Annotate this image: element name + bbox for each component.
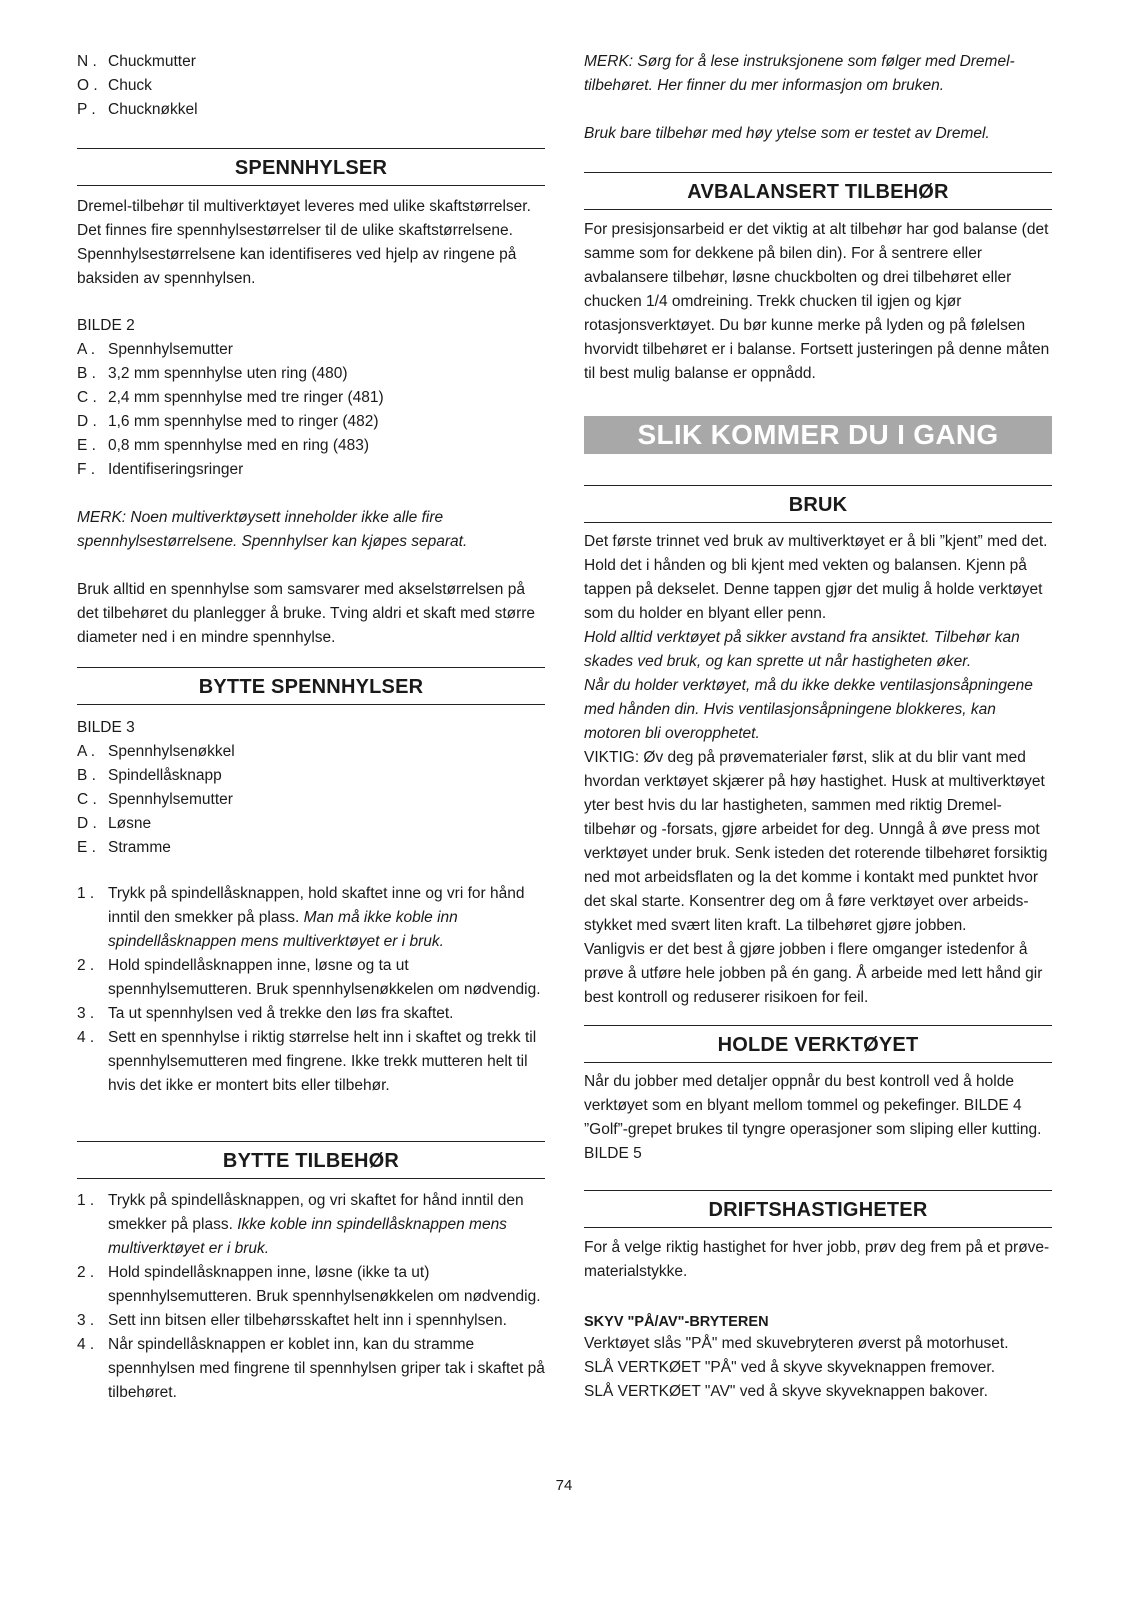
list-item: E . Stramme: [77, 839, 171, 856]
bytte-spennhylser-steps: [77, 882, 545, 1098]
bruk-bare-note: Bruk bare tilbehør med høy ytelse som er testet av Dremel.: [584, 125, 990, 142]
merk-note: MERK: Sørg for å lese instruksjonene som følger med Dremel-tilbehøret. Her finner du mer informasjon om bruken.: [584, 53, 1015, 94]
drift-line-1: Verktøyet slås "PÅ" med skuvebryteren øverst på motorhuset.: [584, 1335, 1009, 1352]
list-item: F . Identifiseringsringer: [77, 461, 244, 478]
step-item: 4 . Sett en spennhylse i riktig størrelse helt inn i skaftet og trekk til spennhylsemutteren med fingrene. Ikke trekk mutteren helt til hvis det ikke er montert bits eller tilbehør.: [77, 1029, 537, 1094]
figure-label-bilde-2: BILDE 2: [77, 317, 135, 334]
spennhylser-parts-list: [77, 338, 545, 482]
step-item: 3 . Sett inn bitsen eller tilbehørsskaftet helt inn i spennhylsen.: [77, 1312, 507, 1329]
section-heading-bytte-tilbehor: BYTTE TILBEHØR: [77, 1141, 545, 1179]
spennhylser-advice: Bruk alltid en spennhylse som samsvarer med akselstørrelsen på det tilbehøret du planlegger å bruke. Tving aldri et skaft med større diameter ned i en mindre spennhylse.: [77, 581, 536, 646]
section-banner: SLIK KOMMER DU I GANG: [584, 416, 1052, 454]
bruk-paragraph-3: Når du holder verktøyet, må du ikke dekke ventilasjonsåpningene med hånden din. Hvis ventilasjonsåpningene blokkeres, kan motoren bli overopphetet.: [584, 677, 1033, 742]
page-number: 74: [555, 1477, 573, 1494]
list-item: D . Løsne: [77, 815, 152, 832]
bruk-paragraph-2: Hold alltid verktøyet på sikker avstand fra ansiktet. Tilbehør kan skades ved bruk, og kan sprette ut når hastigheten øker.: [584, 629, 1020, 670]
step-item: 1 . Trykk på spindellåsknappen, og vri skaftet for hånd inntil den smekker på plass. Ikke koble inn spindellåsknappen mens multiverktøyet er i bruk.: [77, 1192, 524, 1257]
drift-subheading: SKYV "PÅ/AV"-BRYTEREN: [584, 1314, 769, 1330]
list-item: E . 0,8 mm spennhylse med en ring (483): [77, 437, 370, 454]
list-item: A . Spennhylsemutter: [77, 341, 233, 358]
list-item: B . 3,2 mm spennhylse uten ring (480): [77, 365, 348, 382]
list-item: C . Spennhylsemutter: [77, 791, 233, 808]
holde-text: Når du jobber med detaljer oppnår du best kontroll ved å holde verktøyet som en blyant mellom tommel og pekefinger. BILDE 4 ”Golf”-grepet brukes til tyngre operasjoner som sliping eller kutting. BILDE 5: [584, 1073, 1042, 1162]
drift-line-2: SLÅ VERTKØET "PÅ" ved å skyve skyveknappen fremover.: [584, 1359, 996, 1376]
section-heading-holde: HOLDE VERKTØYET: [584, 1025, 1052, 1063]
bruk-paragraph-1: Det første trinnet ved bruk av multiverktøyet er å bli ”kjent” med det. Hold det i hånden og bli kjent med vekten og balansen. Kjenn på tappen på dekselet. Denne tappen gjør det mulig å holde verktøyet som du holder en blyant eller penn.: [584, 533, 1048, 622]
section-heading-bytte-spennhylser: BYTTE SPENNHYLSER: [77, 667, 545, 705]
figure-label-bilde-3: BILDE 3: [77, 719, 135, 736]
step-item: 2 . Hold spindellåsknappen inne, løsne (ikke ta ut) spennhylsemutteren. Bruk spennhylsenøkkelen om nødvendig.: [77, 1264, 541, 1305]
bruk-paragraph-5: Vanligvis er det best å gjøre jobben i flere omganger istedenfor å prøve å utføre hele jobben på én gang. Å arbeide med lett hånd gir best kontroll og reduserer risikoen for feil.: [584, 941, 1043, 1006]
top-parts-list: [77, 50, 545, 122]
avbalansert-text: For presisjonsarbeid er det viktig at alt tilbehør har god balanse (det samme som for dekkene på bilen din). For å sentrere eller avbalansere tilbehør, løsne chuckbolten og drei tilbehøret eller chucken 1/4 omdreining. Trekk chucken til igjen og kjør rotasjonsverktøyet. Du bør kunne merke på lyden og på følelsen hvorvidt tilbehøret er i balanse. Fortsett justeringen på denne måten til best mulig balanse er oppnådd.: [584, 221, 1050, 382]
bruk-paragraph-4: VIKTIG: Øv deg på prøvematerialer først, slik at du blir vant med hvordan verktøyet skjærer på høy hastighet. Husk at multiverktøyet yter best hvis du lar hastigheten, sammen med riktig Dremel-tilbehør og -forsats, gjøre arbeidet for deg. Unngå å øve press mot verktøyet under bruk. Senk isteden det roterende tilbehøret forsiktig ned mot arbeidsflaten og la det komme i kontakt med punktet hvor det skal starte. Konsentrer deg om å føre verktøyet over arbeids-stykket med svært liten kraft. La tilbehøret gjøre jobben.: [584, 749, 1048, 934]
section-heading-bruk: BRUK: [584, 485, 1052, 523]
list-item: A . Spennhylsenøkkel: [77, 743, 235, 760]
bytte-spennhylser-parts-list: [77, 740, 545, 860]
list-item: N . Chuckmutter: [77, 53, 196, 70]
list-item: P . Chucknøkkel: [77, 101, 198, 118]
bytte-tilbehor-steps: [77, 1189, 545, 1405]
spennhylser-note: MERK: Noen multiverktøysett inneholder ikke alle fire spennhylsestørrelsene. Spennhylser kan kjøpes separat.: [77, 509, 468, 550]
list-item: C . 2,4 mm spennhylse med tre ringer (481): [77, 389, 384, 406]
section-heading-drift: DRIFTSHASTIGHETER: [584, 1190, 1052, 1228]
drift-line-3: SLÅ VERTKØET "AV" ved å skyve skyveknappen bakover.: [584, 1383, 988, 1400]
step-item: 1 . Trykk på spindellåsknappen, hold skaftet inne og vri for hånd inntil den smekker på plass. Man må ikke koble inn spindellåsknappen mens multiverktøyet er i bruk.: [77, 885, 525, 950]
step-item: 3 . Ta ut spennhylsen ved å trekke den løs fra skaftet.: [77, 1005, 454, 1022]
section-heading-avbalansert: AVBALANSERT TILBEHØR: [584, 172, 1052, 210]
spennhylser-intro: Dremel-tilbehør til multiverktøyet leveres med ulike skaftstørrelser. Det finnes fire spennhylsestørrelser til de ulike skaftstørrelsene. Spennhylsestørrelsene kan identifiseres ved hjelp av ringene på baksiden av spennhylsen.: [77, 198, 531, 287]
section-heading-spennhylser: SPENNHYLSER: [77, 148, 545, 186]
list-item: D . 1,6 mm spennhylse med to ringer (482): [77, 413, 379, 430]
drift-text: For å velge riktig hastighet for hver jobb, prøv deg frem på et prøve-materialstykke.: [584, 1239, 1050, 1280]
list-item: B . Spindellåsknapp: [77, 767, 222, 784]
drift-lines: [584, 1332, 1052, 1404]
step-item: 2 . Hold spindellåsknappen inne, løsne og ta ut spennhylsemutteren. Bruk spennhylsenøkkelen om nødvendig.: [77, 957, 541, 998]
step-item: 4 . Når spindellåsknappen er koblet inn, kan du stramme spennhylsen med fingrene til spennhylsen griper tak i skaftet på tilbehøret.: [77, 1336, 545, 1401]
list-item: O . Chuck: [77, 77, 152, 94]
bruk-text: [584, 530, 1052, 1010]
